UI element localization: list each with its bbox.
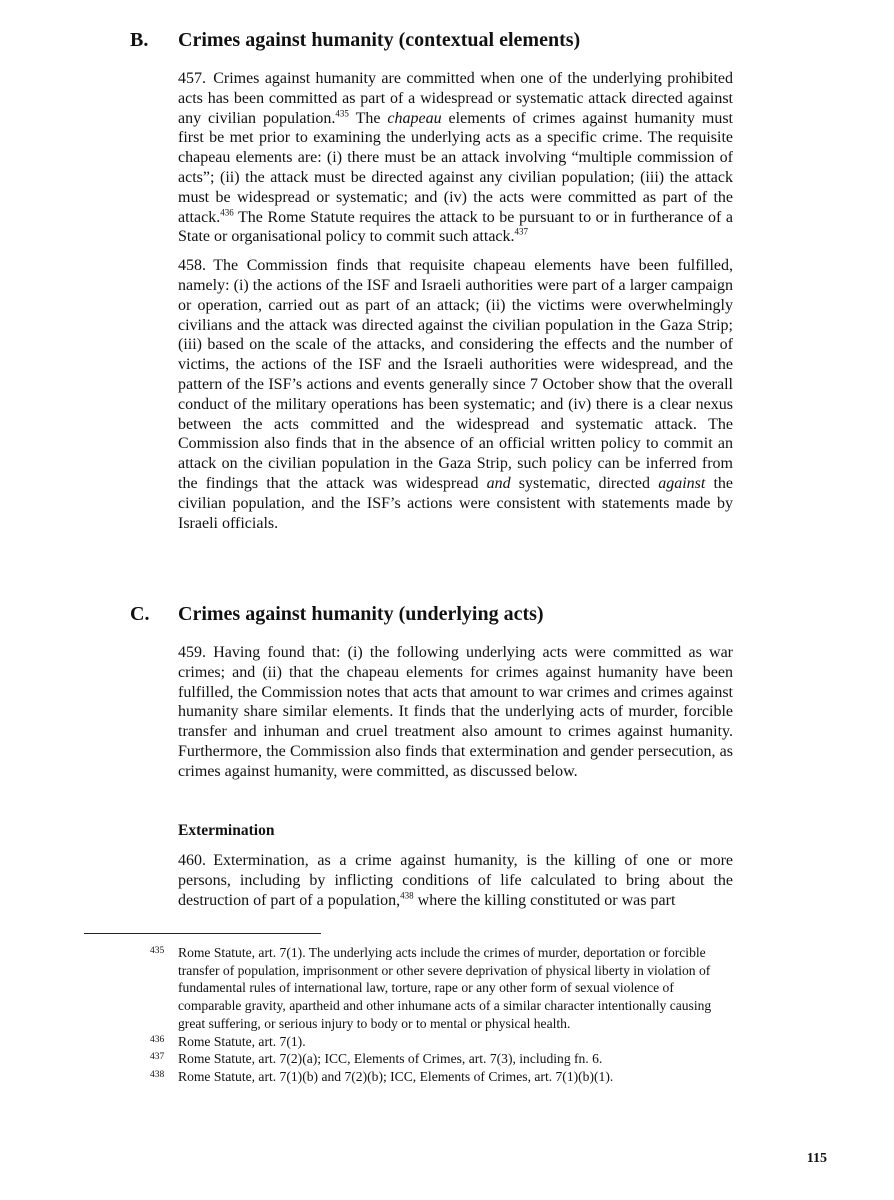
paragraph-number: 457. bbox=[178, 70, 206, 87]
footnote-ref[interactable]: 438 bbox=[400, 890, 414, 901]
footnote-separator bbox=[84, 933, 321, 934]
footnote-number: 435 bbox=[150, 946, 165, 956]
footnotes bbox=[150, 944, 735, 1086]
section-b-heading bbox=[130, 28, 580, 52]
footnote-ref[interactable]: 437 bbox=[514, 227, 529, 238]
footnote-ref[interactable]: 436 bbox=[220, 207, 234, 218]
section-b-body bbox=[178, 69, 733, 533]
section-title: Crimes against humanity (contextual elements) bbox=[178, 29, 581, 51]
footnote-435 bbox=[150, 944, 735, 1033]
subheading-extermination: Extermination bbox=[178, 822, 275, 839]
paragraph-number: 459. bbox=[178, 644, 206, 661]
section-letter: C. bbox=[130, 603, 150, 625]
paragraph-460: 460. Extermination, as a crime against humanity, is the killing of one or more persons, including by inflicting conditions of life calculated to bring about the destruction of part of a population,$^{438}$ where the killing constituted or was part bbox=[178, 852, 733, 909]
footnote-436 bbox=[150, 1033, 735, 1051]
footnote-text: Rome Statute, art. 7(1)(b) and 7(2)(b); ICC, Elements of Crimes, art. 7(1)(b)(1). bbox=[178, 1068, 614, 1084]
footnote-437 bbox=[150, 1050, 735, 1068]
footnote-number: 436 bbox=[150, 1034, 165, 1045]
footnote-number: 437 bbox=[150, 1052, 165, 1063]
paragraph-457: 457. Crimes against humanity are committed when one of the underlying prohibited acts has been committed as part of a widespread or systematic attack directed against any civilian population.$^{435}$ The chapeau elements of crimes against humanity must first be met prior to examining the underlying acts as a specific crime. The requisite chapeau elements are: (i) there must be an attack involving “multiple commission of acts”; (ii) the attack must be directed against any civilian population; (iii) the attack must be widespread or systematic; and (iv) the acts were committed as part of the attack.$^{436}$ The Rome Statute requires the attack to be pursuant to or in furtherance of a State or organisational policy to commit such attack.$^{437}$ bbox=[178, 70, 733, 246]
section-letter: B. bbox=[130, 29, 149, 51]
section-c-body bbox=[178, 643, 733, 782]
footnote-text: Rome Statute, art. 7(1). bbox=[178, 1033, 306, 1049]
footnote-ref[interactable]: 435 bbox=[335, 108, 349, 119]
paragraph-number: 460. bbox=[178, 852, 206, 869]
paragraph-number: 458. bbox=[178, 257, 206, 275]
footnote-text: Rome Statute, art. 7(1). The underlying acts include the crimes of murder, deportation or forcible transfer of population, imprisonment or other severe deprivation of physical liberty in violation of fundamental rules of international law, torture, rape or any other form of sexual violence of comparable gravity, apartheid and other inhumane acts of a similar character intentionally causing great suffering, or serious injury to body or to mental or physical health. bbox=[178, 945, 712, 1031]
extermination-body bbox=[178, 851, 733, 910]
section-c-heading bbox=[130, 602, 544, 626]
page-number: 115 bbox=[806, 1151, 827, 1166]
section-title: Crimes against humanity (underlying acts) bbox=[178, 603, 544, 625]
footnote-438 bbox=[150, 1068, 735, 1086]
footnote-number: 438 bbox=[150, 1069, 165, 1080]
footnote-text: Rome Statute, art. 7(2)(a); ICC, Elements of Crimes, art. 7(3), including fn. 6. bbox=[178, 1051, 603, 1067]
paragraph-459: 459. Having found that: (i) the following underlying acts were committed as war crimes; and (ii) that the chapeau elements for crimes against humanity have been fulfilled, the Commission notes that acts that amount to war crimes and crimes against humanity share similar elements. It finds that the underlying acts of murder, forcible transfer and inhuman and cruel treatment also amount to crimes against humanity. Furthermore, the Commission also finds that extermination and gender persecution, as crimes against humanity, were committed, as discussed below. bbox=[178, 644, 733, 780]
paragraph-458: 458. The Commission finds that requisite chapeau elements have been fulfilled, namely: (i) the actions of the ISF and Israeli authorities were part of a larger campaign or operation, carried out as part of an attack; (ii) the victims were overwhelmingly civilians and the attack was directed against the civilian population in the Gaza Strip; (iii) based on the scale of the attacks, and considering the effects and the number of victims, the actions of the ISF and the Israeli authorities were widespread, and the pattern of the ISF’s actions and events generally since 7 October show that the overall conduct of the military operations has been systematic; and (iv) there is a clear nexus between the acts committed and the widespread and systematic attack. The Commission also finds that in the absence of an official written policy to commit an attack on the civilian population in the Gaza Strip, such policy can be inferred from the findings that the attack was widespread and systematic, directed against the civilian population, and the ISF’s actions were consistent with statements made by Israeli officials. bbox=[178, 257, 734, 532]
